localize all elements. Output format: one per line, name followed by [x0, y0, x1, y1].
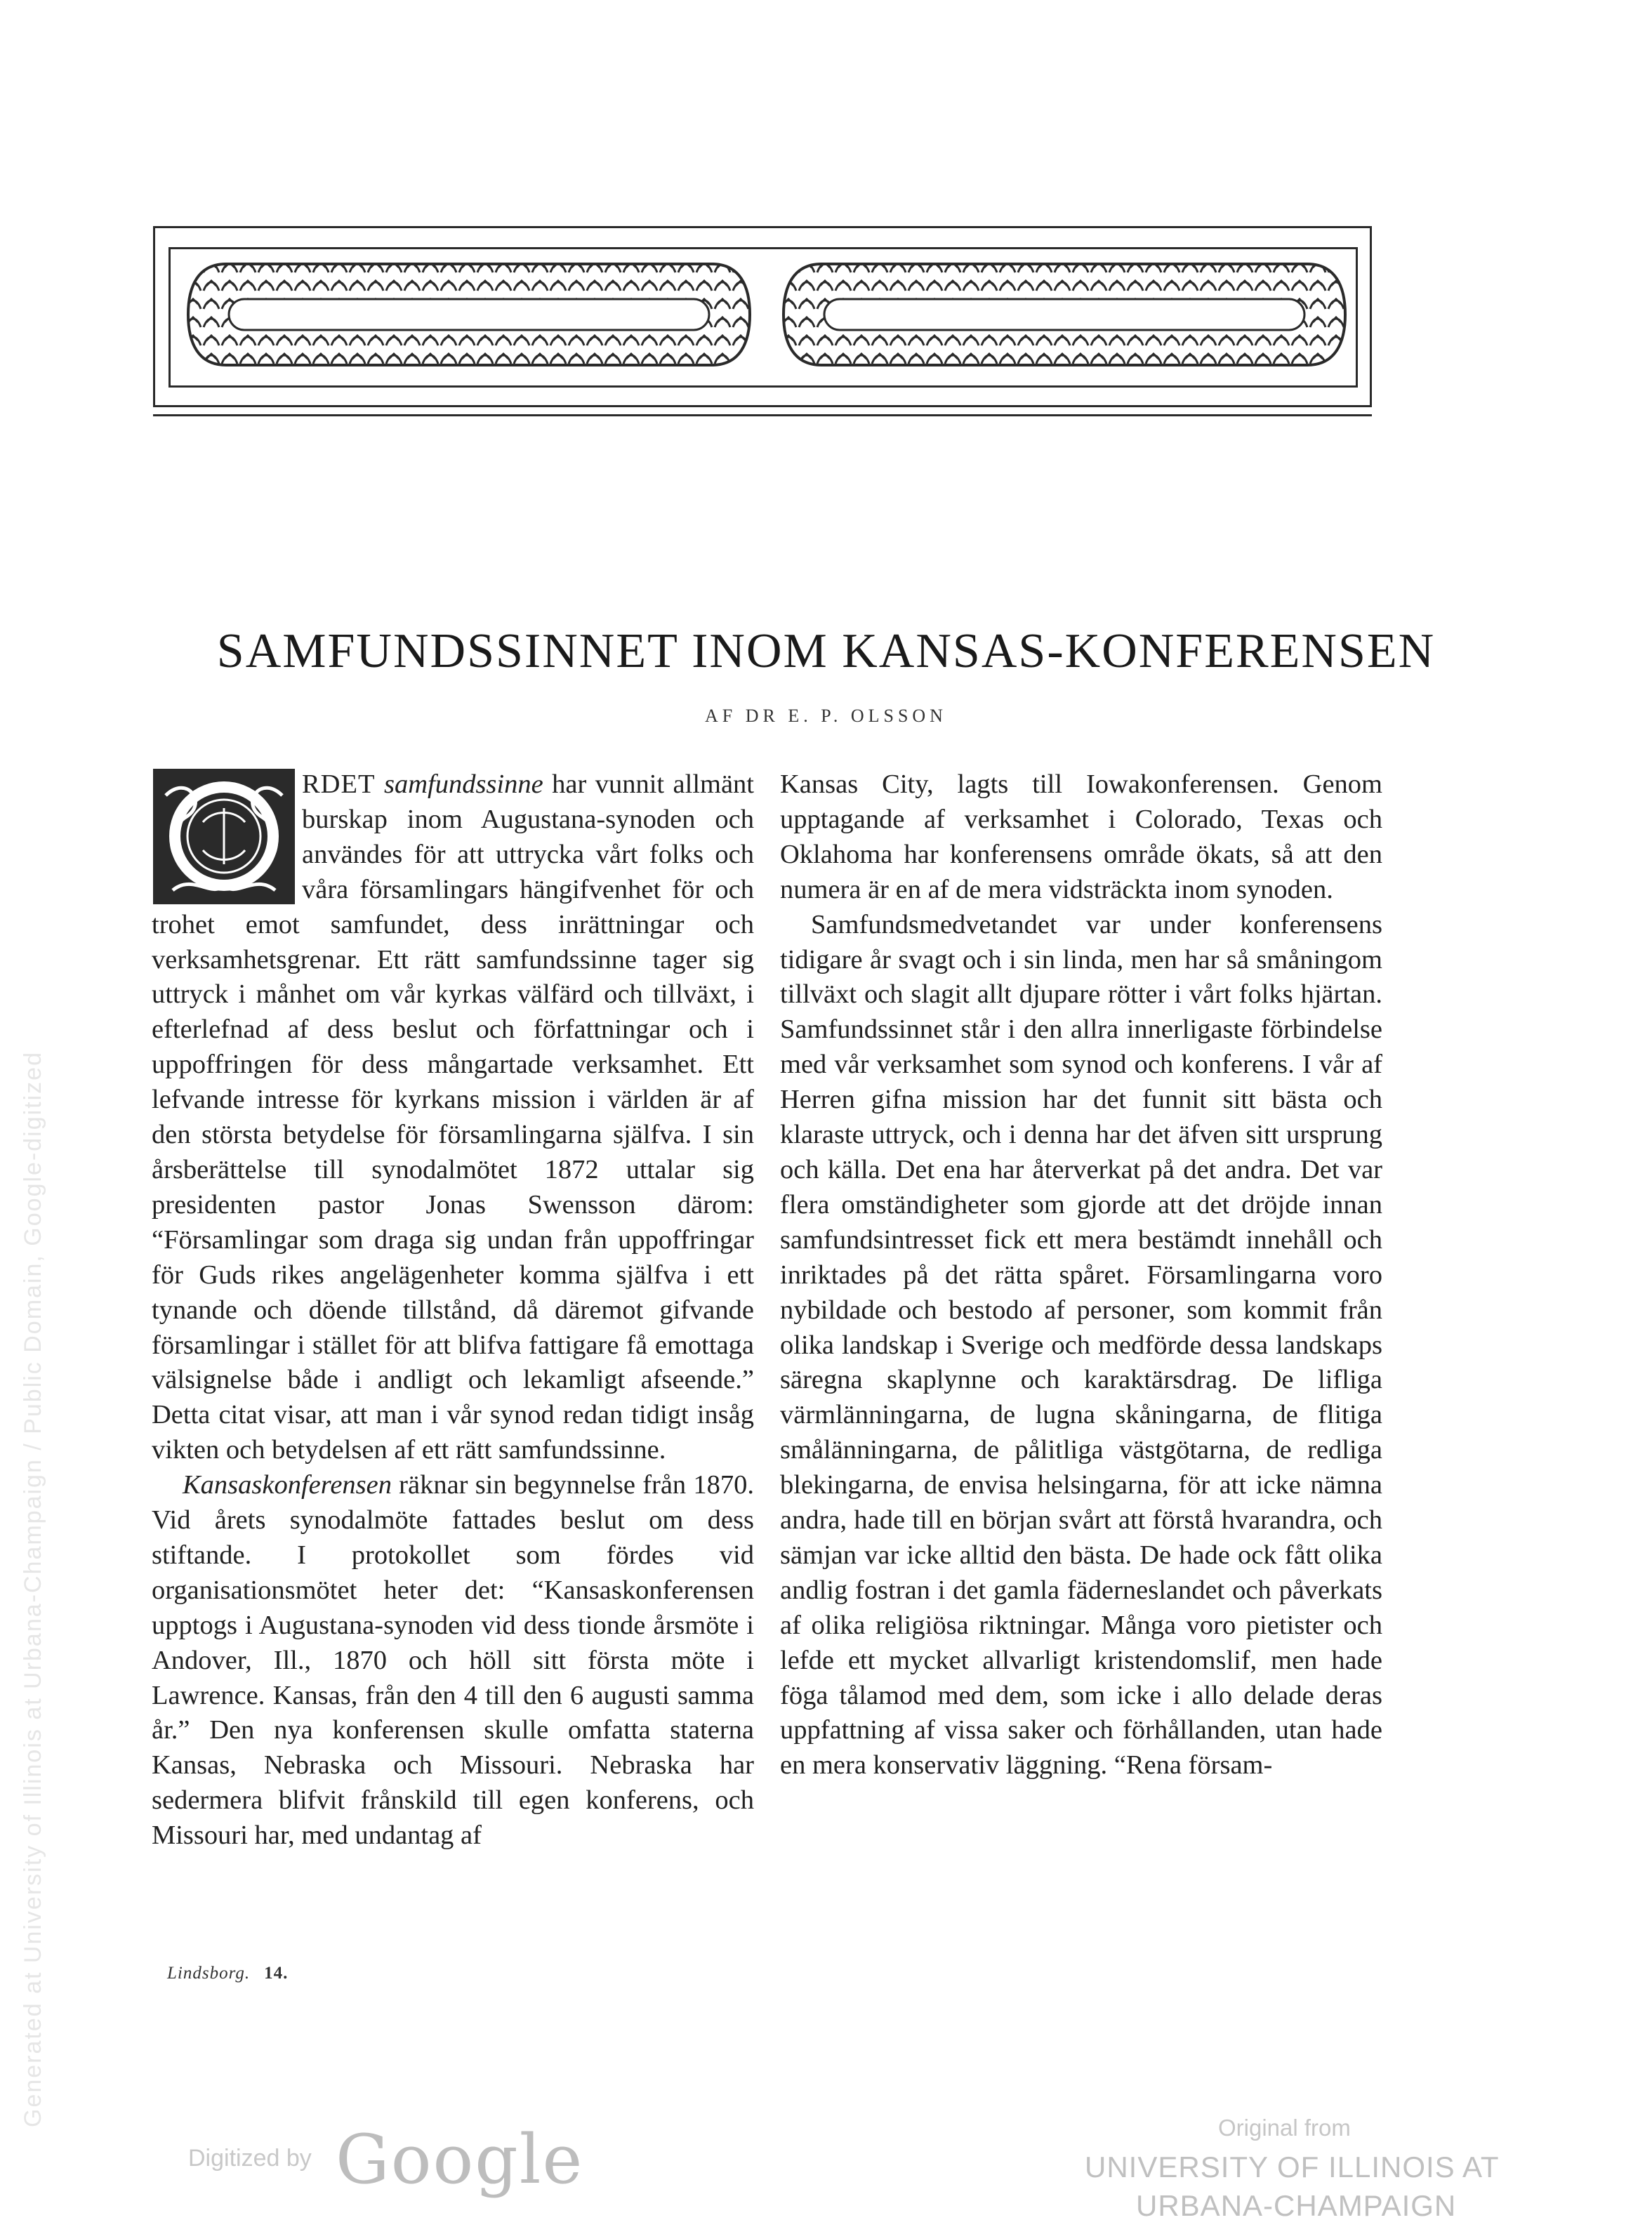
digitized-by-label: Digitized by [188, 2145, 312, 2172]
article-title: SAMFUNDSSINNET INOM KANSAS-KONFERENSEN [216, 624, 1436, 678]
right-paragraph-1: Kansas City, lagts till Iowakonferensen. Genom upptagande af verksamhet i Colorado, Texas och Oklahoma har konferensens område ökats, så att den numera är en af de mera vidsträckta inom synoden. [780, 769, 1382, 904]
university-line-1: UNIVERSITY OF ILLINOIS AT [1085, 2150, 1500, 2183]
right-column [780, 767, 1382, 1783]
original-from-label: Original from [1218, 2115, 1351, 2141]
side-watermark-text: Generated at University of Illinois at Urbana-Champaign / Public Domain, Google-digitized [20, 1050, 46, 2127]
left-paragraph-2 [152, 1468, 754, 1853]
italic-term-kansaskonferensen: Kansaskonferensen [183, 1470, 392, 1500]
left-paragraph-2-text: räknar sin begynnelse från 1870. Vid årets synodalmöte fattades beslut om dess stiftande. I protokollet som fördes vid organisationsmötet heter det: “Kansaskonferensen upptogs i Augustana-synoden vid dess tionde årsmöte i Andover, Ill., 1870 och höll sitt första möte i Lawrence. Kansas, från den 4 till den 6 augusti samma år.” Den nya konferensen skulle omfatta staterna Kansas, Nebraska och Missouri. Nebraska har sedermera blifvit frånskild till egen konferens, och Missouri har, med undantag af [152, 1470, 754, 1851]
right-paragraph-2: Samfundsmedvetandet var under konferensens tidigare år svagt och i sin linda, men har så småningom tillväxt och slagit allt djupare rötter i vårt folks hjärtan. Samfundssinnet står i den allra innerligaste förbindelse med vår verksamhet som synod och konferens. I vår af Herren gifna mission har det funnit sitt bästa och klaraste uttryck, och i denna har det äfven sitt ursprung och källa. Det ena har återverkat på det andra. Det var flera omständigheter som gjorde att det dröjde innan samfundsintresset fick ett mera bestämdt innehåll och inriktades på det rätta spåret. Församlingarna voro nybildade och bestodo af personer, som kommit från olika landskap i Sverige och medförde dessa landskaps säregna skaplynne och karaktärsdrag. De lifliga värmlänningarna, de lugna skåningarna, de flitiga smålänningarna, de pålitliga västgötarna, de redliga blekingarna, de envisa helsingarna, för att icke nämna andra, hade till en början svårt att förstå hvarandra, och sämjan var icke alltid den bästa. De hade ock fått olika andlig fostran i det gamla fäderneslandet och påverkats af olika religiösa riktningar. Många voro pietister och lefde ett mycket allvarligt kristendomslif, men hade föga tålamod med dem, som icke i allo delade deras uppfattning af vissa saker och förhållanden, utan hade en mera konservativ läggning. “Rena försam- [780, 909, 1382, 1780]
dropcap-initial [152, 767, 296, 906]
header-rule [153, 414, 1372, 416]
ornament-left-cartouche [184, 258, 754, 371]
italic-term-samfundssinne: samfundssinne [383, 769, 543, 799]
footer-place: Lindsborg. [167, 1964, 251, 1983]
left-paragraph-1-text: har vunnit allmänt burskap inom Augustana-synoden och användes för att uttrycka vårt folks och våra församlingars hängifvenhet för och trohet emot samfundet, dess inrättningar och verksamhetsgrenar. Ett rätt samfundssinne tager sig uttryck i månhet om vår kyrkas välfärd och tillväxt, i efterlefnad af dess beslut och författningar och i uppoffringen för dess mångartade verksamhet. Ett lefvande intresse för kyrkans mission i världen är af den största betydelse för församlingarna själfva. I sin årsberättelse till synodalmötet 1872 uttalar sig presidenten pastor Jonas Swensson därom: “Församlingar som draga sig undan från uppoffringar för Guds rikes angelägenheter komma själfva i ett tynande och döende tillstånd, då däremot gifvande församlingar i stället för att blifva fattigare få emottaga välsignelse både i andligt och lekamligt afseende.” Detta citat visar, att man i vår synod redan tidigt insåg vikten och betydelsen af ett rätt samfundssinne. [152, 769, 755, 1465]
article-byline: AF DR E. P. OLSSON [705, 706, 947, 726]
left-column [152, 767, 754, 1853]
page-number: 14. [264, 1964, 289, 1983]
ornament-right-cartouche [779, 258, 1349, 371]
google-logo: Google [336, 2120, 584, 2199]
page-footer [167, 1964, 288, 1983]
university-line-2: URBANA-CHAMPAIGN [1136, 2189, 1457, 2222]
left-paragraph-1 [152, 767, 754, 1468]
opening-word: RDET [302, 769, 376, 799]
